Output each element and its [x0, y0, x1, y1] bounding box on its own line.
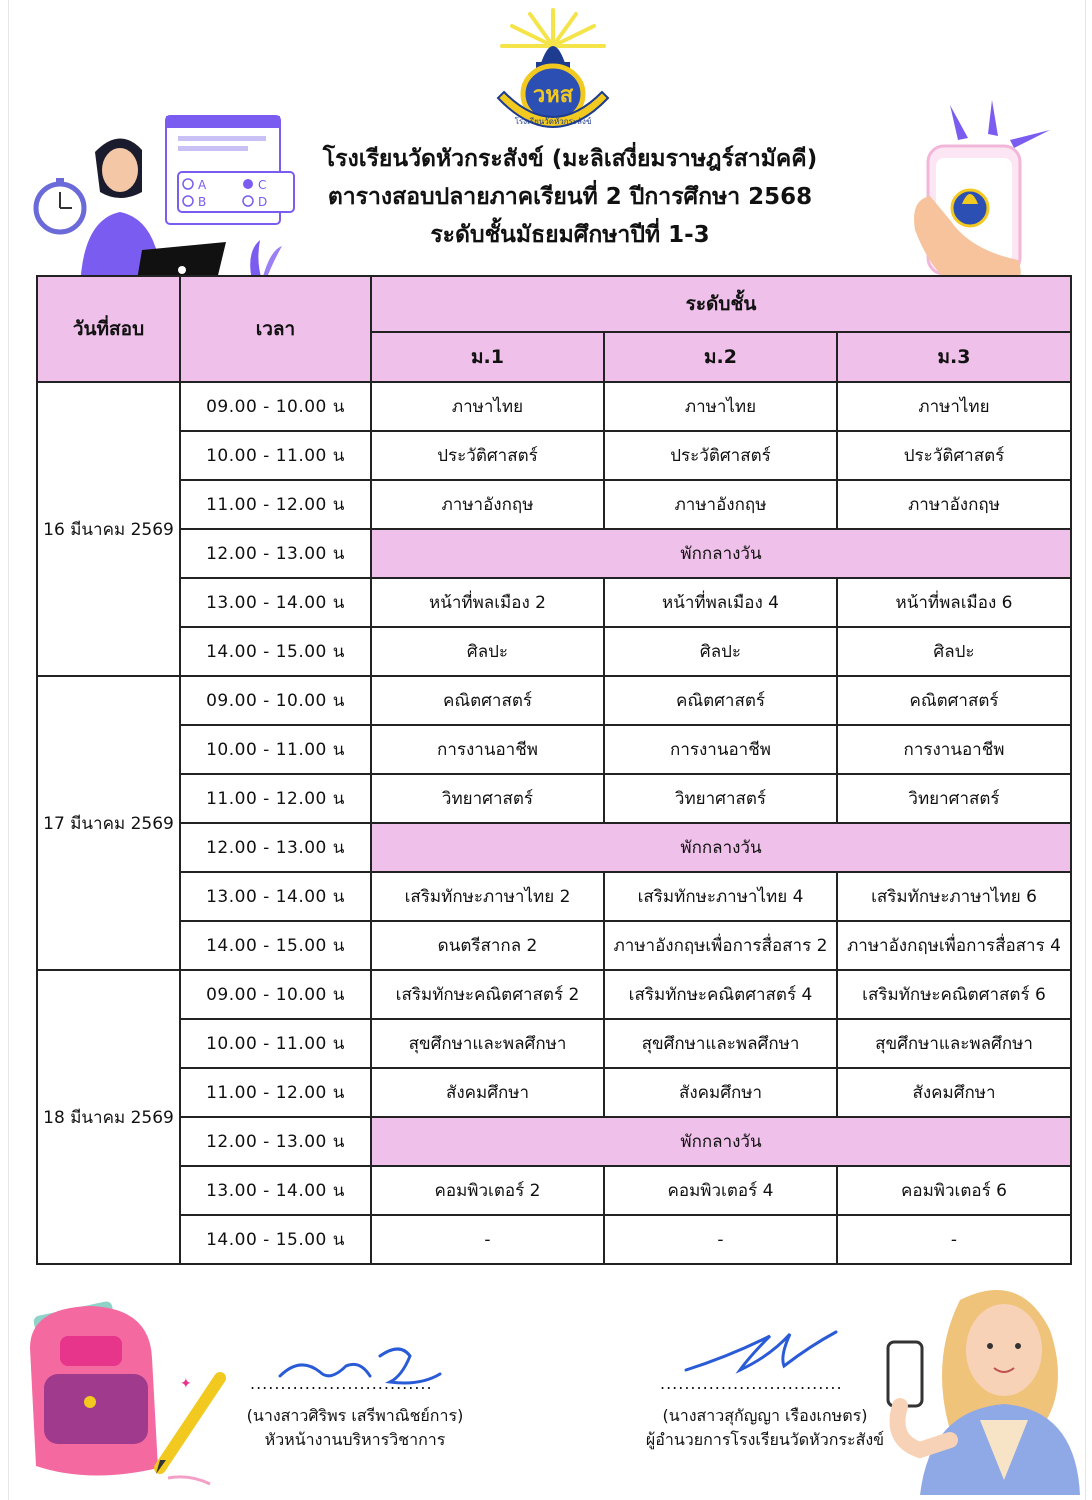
subject-cell-m3: ประวัติศาสตร์: [837, 431, 1071, 480]
time-cell: 11.00 - 12.00 น: [180, 774, 371, 823]
table-row: [37, 1166, 1071, 1215]
time-cell: 14.00 - 15.00 น: [180, 1215, 371, 1264]
school-name: โรงเรียนวัดหัวกระสังข์ (มะลิเสงี่ยมราษฎร์สามัคคี): [322, 146, 818, 172]
subject-cell-m1: หน้าที่พลเมือง 2: [371, 578, 604, 627]
subject-cell-m1: สังคมศึกษา: [371, 1068, 604, 1117]
subject-cell-m3: คณิตศาสตร์: [837, 676, 1071, 725]
subject-cell-m2: ประวัติศาสตร์: [604, 431, 837, 480]
exam-date-cell: 17 มีนาคม 2569: [37, 676, 180, 970]
time-cell: 10.00 - 11.00 น: [180, 725, 371, 774]
subject-cell-m1: ดนตรีสากล 2: [371, 921, 604, 970]
subject-cell-m3: -: [837, 1215, 1071, 1264]
quiz-option-b: B: [198, 195, 207, 209]
subject-cell-m3: สังคมศึกษา: [837, 1068, 1071, 1117]
table-row: [37, 578, 1071, 627]
time-cell: 13.00 - 14.00 น: [180, 1166, 371, 1215]
subject-cell-m1: เสริมทักษะคณิตศาสตร์ 2: [371, 970, 604, 1019]
logo-ribbon-text: โรงเรียนวัดหัวกระสังข์: [514, 117, 592, 126]
subject-cell-m1: เสริมทักษะภาษาไทย 2: [371, 872, 604, 921]
signer-right-name: (นางสาวสุกัญญา เรืองเกษตร): [662, 1406, 868, 1425]
table-row: [37, 1215, 1071, 1264]
lunch-break-cell: พักกลางวัน: [371, 1117, 1071, 1166]
header-m3: ม.3: [837, 332, 1071, 382]
table-row: [37, 676, 1071, 725]
subject-cell-m1: ภาษาไทย: [371, 382, 604, 431]
subject-cell-m3: ภาษาอังกฤษ: [837, 480, 1071, 529]
signature-right: [680, 1326, 840, 1376]
quiz-option-d: D: [258, 195, 268, 209]
lunch-break-cell: พักกลางวัน: [371, 823, 1071, 872]
time-cell: 09.00 - 10.00 น: [180, 970, 371, 1019]
time-cell: 12.00 - 13.00 น: [180, 1117, 371, 1166]
subject-cell-m2: ภาษาอังกฤษ: [604, 480, 837, 529]
subject-cell-m2: สุขศึกษาและพลศึกษา: [604, 1019, 837, 1068]
subject-cell-m1: คอมพิวเตอร์ 2: [371, 1166, 604, 1215]
grade-level: ระดับชั้นมัธยมศึกษาปีที่ 1-3: [430, 222, 710, 248]
subject-cell-m1: สุขศึกษาและพลศึกษา: [371, 1019, 604, 1068]
subject-cell-m1: ประวัติศาสตร์: [371, 431, 604, 480]
subject-cell-m1: -: [371, 1215, 604, 1264]
phone-hand-illustration: [910, 100, 1060, 300]
header-level: ระดับชั้น: [371, 276, 1071, 332]
subject-cell-m2: เสริมทักษะภาษาไทย 4: [604, 872, 837, 921]
time-cell: 09.00 - 10.00 น: [180, 382, 371, 431]
subject-cell-m3: ศิลปะ: [837, 627, 1071, 676]
header-titles: [250, 140, 890, 254]
subject-cell-m2: เสริมทักษะคณิตศาสตร์ 4: [604, 970, 837, 1019]
subject-cell-m2: ภาษาอังกฤษเพื่อการสื่อสาร 2: [604, 921, 837, 970]
signature-right-line: ..............................: [660, 1374, 843, 1393]
signer-left-position: หัวหน้างานบริหารวิชาการ: [264, 1430, 446, 1449]
lunch-break-cell: พักกลางวัน: [371, 529, 1071, 578]
schedule-body: [37, 382, 1071, 1264]
quiz-option-c: C: [258, 178, 267, 192]
table-row: [37, 1068, 1071, 1117]
table-row: [37, 1019, 1071, 1068]
svg-text:วหส: วหส: [532, 83, 574, 108]
subject-cell-m3: การงานอาชีพ: [837, 725, 1071, 774]
subject-cell-m2: หน้าที่พลเมือง 4: [604, 578, 837, 627]
table-row: [37, 774, 1071, 823]
subject-cell-m3: คอมพิวเตอร์ 6: [837, 1166, 1071, 1215]
table-row: [37, 1117, 1071, 1166]
subject-cell-m1: ศิลปะ: [371, 627, 604, 676]
header-m2: ม.2: [604, 332, 837, 382]
table-row: [37, 382, 1071, 431]
table-row: [37, 431, 1071, 480]
student-quiz-illustration: [30, 112, 310, 302]
signer-left-name: (นางสาวศิริพร เสรีพาณิชย์การ): [246, 1406, 464, 1425]
subject-cell-m2: คณิตศาสตร์: [604, 676, 837, 725]
woman-phone-illustration: [880, 1280, 1080, 1495]
exam-date-cell: 16 มีนาคม 2569: [37, 382, 180, 676]
signer-right-position: ผู้อำนวยการโรงเรียนวัดหัวกระสังข์: [645, 1430, 885, 1449]
subject-cell-m1: การงานอาชีพ: [371, 725, 604, 774]
subject-cell-m2: -: [604, 1215, 837, 1264]
time-cell: 13.00 - 14.00 น: [180, 578, 371, 627]
subject-cell-m3: วิทยาศาสตร์: [837, 774, 1071, 823]
subject-cell-m3: ภาษาไทย: [837, 382, 1071, 431]
subject-cell-m3: เสริมทักษะคณิตศาสตร์ 6: [837, 970, 1071, 1019]
signer-right: [620, 1404, 910, 1452]
time-cell: 12.00 - 13.00 น: [180, 823, 371, 872]
signer-left: [215, 1404, 495, 1452]
backpack-illustration: [20, 1278, 250, 1488]
subject-cell-m3: หน้าที่พลเมือง 6: [837, 578, 1071, 627]
table-row: [37, 480, 1071, 529]
table-row: [37, 725, 1071, 774]
subject-cell-m3: เสริมทักษะภาษาไทย 6: [837, 872, 1071, 921]
subject-cell-m2: การงานอาชีพ: [604, 725, 837, 774]
time-cell: 14.00 - 15.00 น: [180, 921, 371, 970]
time-cell: 11.00 - 12.00 น: [180, 480, 371, 529]
school-emblem: [490, 6, 616, 138]
time-cell: 10.00 - 11.00 น: [180, 1019, 371, 1068]
svg-text:✦: ✦: [180, 1376, 192, 1392]
subject-cell-m3: สุขศึกษาและพลศึกษา: [837, 1019, 1071, 1068]
subject-cell-m2: วิทยาศาสตร์: [604, 774, 837, 823]
subject-cell-m3: ภาษาอังกฤษเพื่อการสื่อสาร 4: [837, 921, 1071, 970]
subject-cell-m2: คอมพิวเตอร์ 4: [604, 1166, 837, 1215]
exam-date-cell: 18 มีนาคม 2569: [37, 970, 180, 1264]
table-row: [37, 872, 1071, 921]
subject-cell-m2: ภาษาไทย: [604, 382, 837, 431]
subject-cell-m1: คณิตศาสตร์: [371, 676, 604, 725]
table-row: [37, 921, 1071, 970]
exam-title: ตารางสอบปลายภาคเรียนที่ 2 ปีการศึกษา 2568: [327, 184, 813, 210]
table-row: [37, 823, 1071, 872]
time-cell: 14.00 - 15.00 น: [180, 627, 371, 676]
subject-cell-m2: ศิลปะ: [604, 627, 837, 676]
time-cell: 13.00 - 14.00 น: [180, 872, 371, 921]
table-row: [37, 627, 1071, 676]
header-m1: ม.1: [371, 332, 604, 382]
time-cell: 12.00 - 13.00 น: [180, 529, 371, 578]
exam-schedule-table: [36, 275, 1072, 1265]
time-cell: 09.00 - 10.00 น: [180, 676, 371, 725]
quiz-option-a: A: [198, 178, 207, 192]
subject-cell-m1: ภาษาอังกฤษ: [371, 480, 604, 529]
subject-cell-m2: สังคมศึกษา: [604, 1068, 837, 1117]
time-cell: 11.00 - 12.00 น: [180, 1068, 371, 1117]
time-cell: 10.00 - 11.00 น: [180, 431, 371, 480]
header-time: เวลา: [180, 276, 371, 382]
signature-left-line: ..............................: [250, 1374, 433, 1393]
header-date: วันที่สอบ: [37, 276, 180, 382]
table-row: [37, 970, 1071, 1019]
subject-cell-m1: วิทยาศาสตร์: [371, 774, 604, 823]
table-row: [37, 529, 1071, 578]
